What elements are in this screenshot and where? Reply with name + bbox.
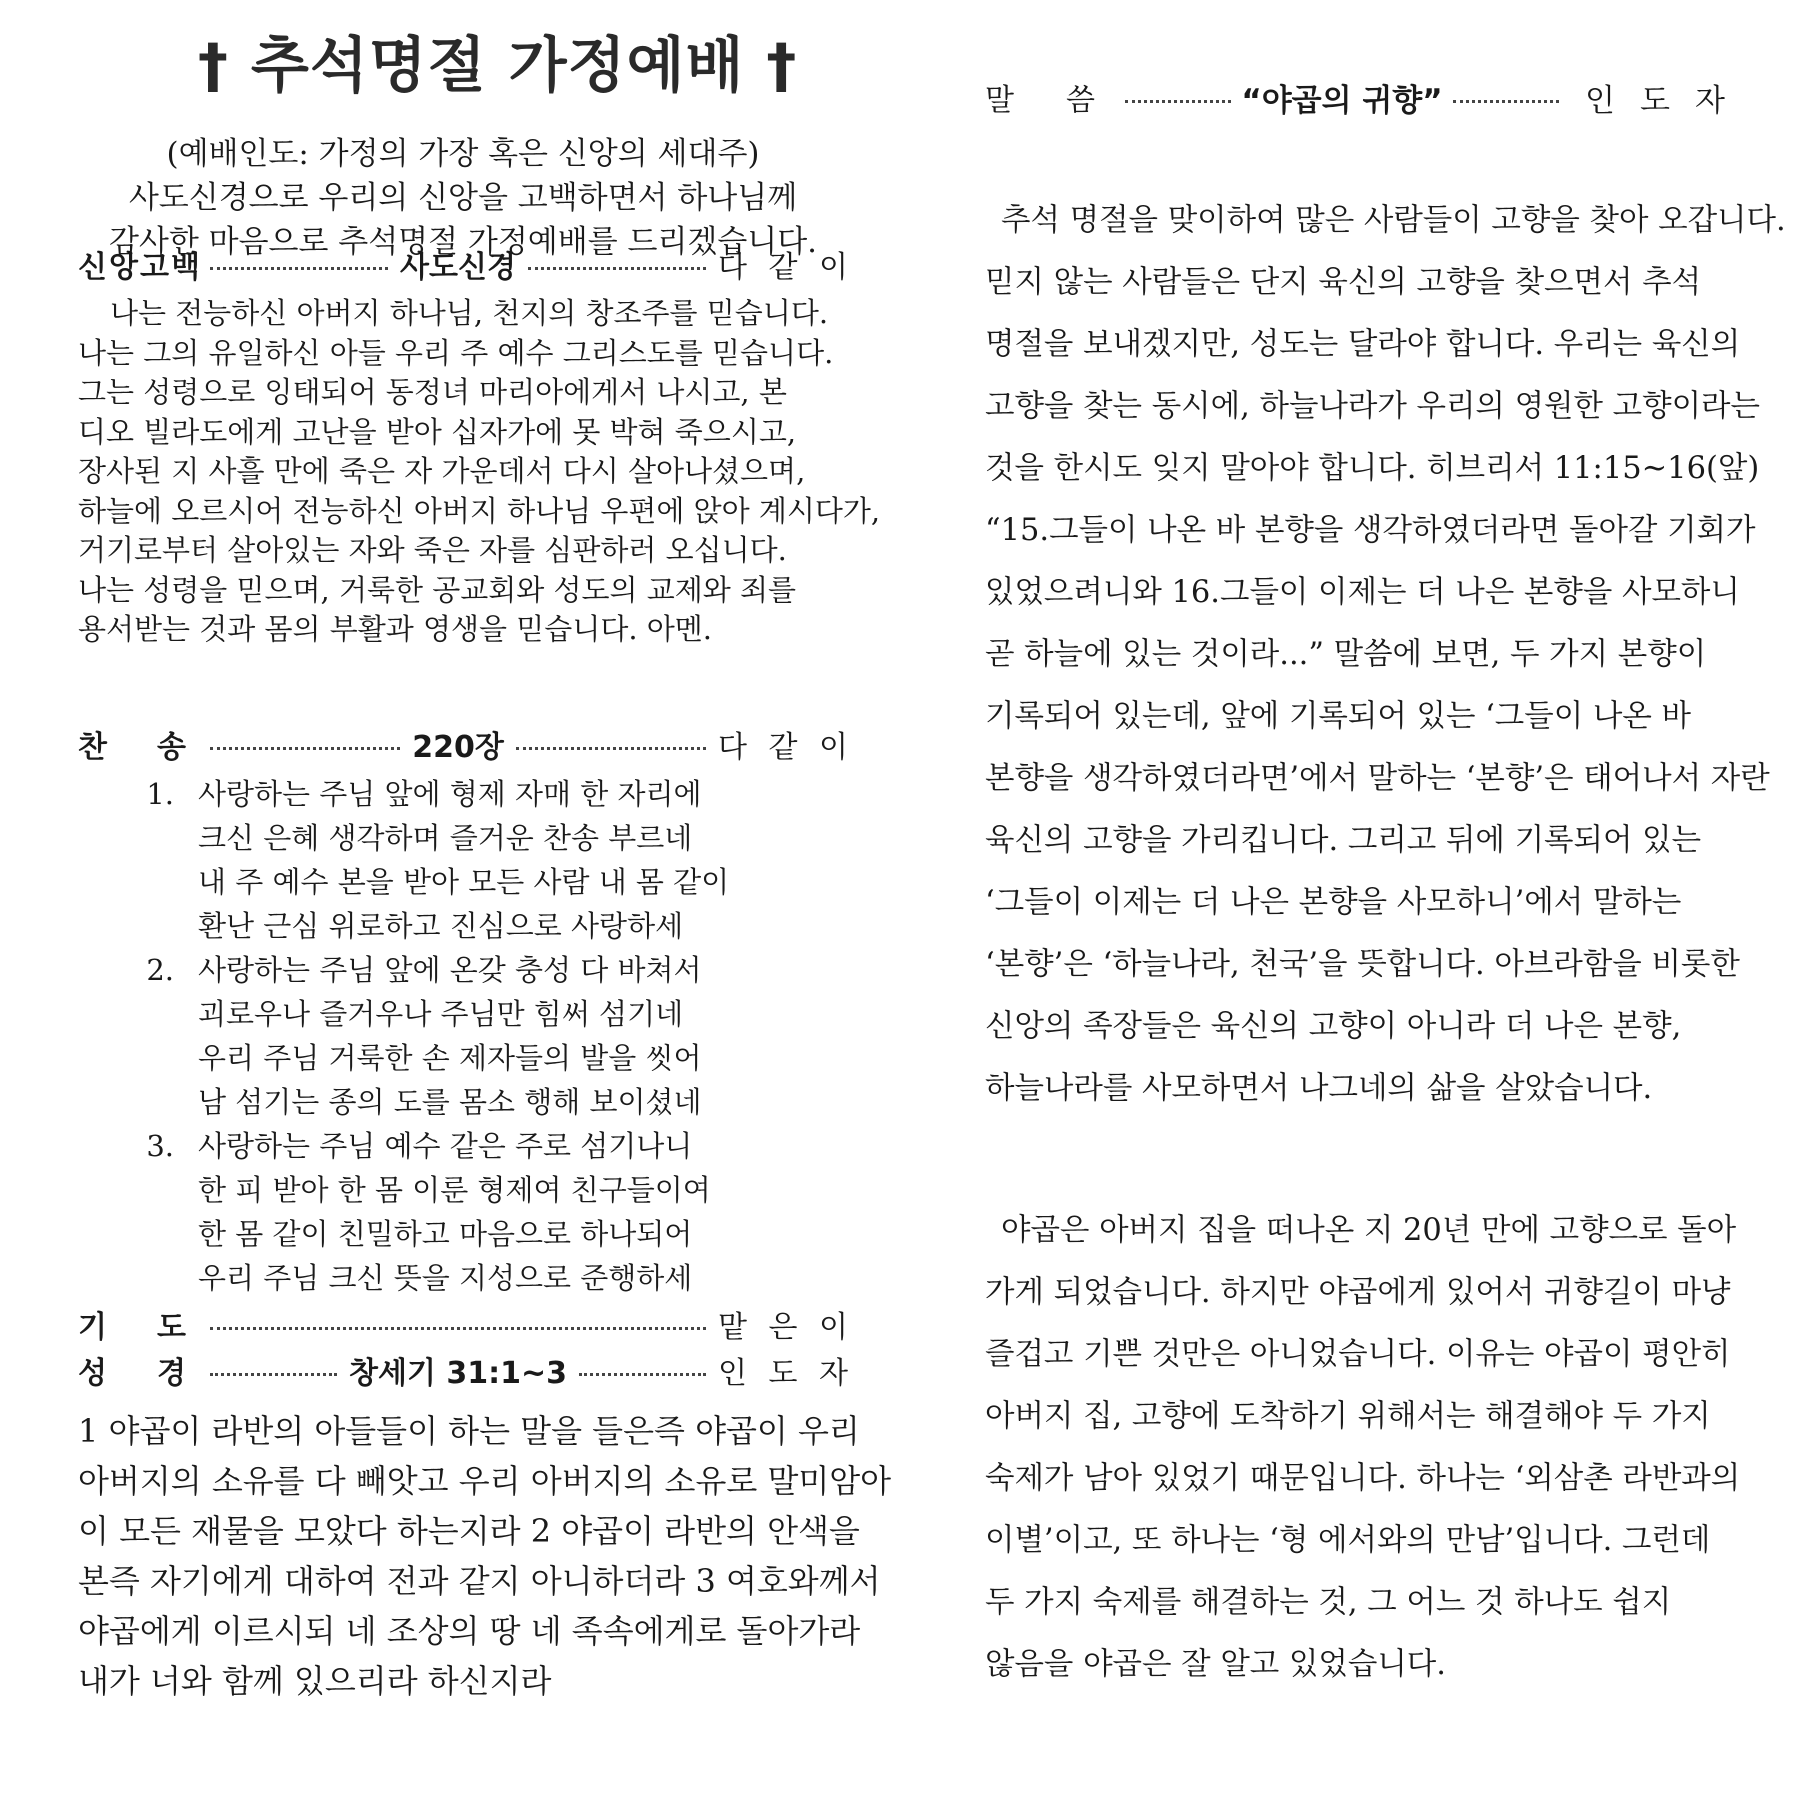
hymn-verse [78,948,848,1124]
sermon-line: 명절을 보내겠지만, 성도는 달라야 합니다. 우리는 육신의 [985,327,1741,362]
prayer-leader: 맡 은 이 [718,1310,848,1345]
sermon-line: 있었으려니와 16.그들이 이제는 더 나은 본향을 사모하니 [985,575,1740,610]
sermon-line: ‘본향’은 ‘하늘나라, 천국’을 뜻합니다. 아브라함을 비롯한 [985,947,1740,982]
scripture-label: 성 경 [78,1356,188,1391]
sermon-line: 이별’이고, 또 하나는 ‘형 에서와의 만남’입니다. 그런데 [985,1523,1711,1558]
intro-line: 사도신경으로 우리의 신앙을 고백하면서 하나님께 [128,180,798,216]
sermon-leader: 인 도 자 [1585,82,1725,119]
dotted-leader [1453,100,1559,103]
lyric-line: 한 몸 같이 친밀하고 마음으로 하나되어 [198,1217,693,1251]
sermon-line: 육신의 고향을 가리킵니다. 그리고 뒤에 기록되어 있는 [985,823,1702,858]
intro-line: 감사한 마음으로 추석명절 가정예배를 드리겠습니다. [108,224,818,260]
sermon-line: 숙제가 남아 있었기 때문입니다. 하나는 ‘외삼촌 라반과의 [985,1461,1741,1496]
prayer-row [78,1302,848,1346]
verse-number: 3. [146,1129,174,1163]
creed-line: 그는 성령으로 잉태되어 동정녀 마리아에게서 나시고, 본 [78,375,787,409]
dotted-leader [516,747,706,750]
scripture-line: 야곱에게 이르시되 네 조상의 땅 네 족속에게로 돌아가라 [78,1612,861,1650]
scripture-line: 본즉 자기에게 대하여 전과 같지 아니하더라 3 여호와께서 [78,1562,881,1600]
creed-content: 사도신경 [400,250,516,285]
lyric-line: 크신 은혜 생각하며 즐거운 찬송 부르네 [198,821,693,855]
sermon-paragraph [985,1200,1741,1696]
sermon-line: 가게 되었습니다. 하지만 야곱에게 있어서 귀향길이 마냥 [985,1275,1731,1310]
sermon-line: 믿지 않는 사람들은 단지 육신의 고향을 찾으면서 추석 [985,265,1702,300]
creed-line: 하늘에 오르시어 전능하신 아버지 하나님 우편에 앉아 계시다가, [78,493,881,528]
dotted-leader [210,267,388,270]
sermon-line: 즐겁고 기쁜 것만은 아니었습니다. 이유는 야곱이 평안히 [985,1337,1731,1372]
creed-line: 장사된 지 사흘 만에 죽은 자 가운데서 다시 살아나셨으며, [78,454,806,488]
creed-row [78,242,848,286]
creed-line: 거기로부터 살아있는 자와 죽은 자를 심판하러 오십니다. [78,533,787,567]
hymn-leader: 다 같 이 [718,730,848,765]
sermon-label: 말 씀 [985,83,1095,118]
sermon-line: 추석 명절을 맞이하여 많은 사람들이 고향을 찾아 오갑니다. [1001,203,1786,238]
lyric-line: 사랑하는 주님 앞에 온갖 충성 다 바쳐서 [198,953,702,987]
lyric-line: 우리 주님 크신 뜻을 지성으로 준행하세 [198,1261,693,1295]
dotted-leader [210,747,400,750]
intro-line: (예배인도: 가정의 가장 혹은 신앙의 세대주) [166,136,760,172]
verse-number: 1. [146,777,174,811]
lyric-line: 내 주 예수 본을 받아 모든 사람 내 몸 같이 [198,865,730,899]
dotted-leader [1125,100,1231,103]
scripture-line: 1 야곱이 라반의 아들들이 하는 말을 들은즉 야곱이 우리 [78,1412,860,1450]
sermon-line: 않음을 야곱은 잘 알고 있었습니다. [985,1647,1446,1682]
sermon-line: 두 가지 숙제를 해결하는 것, 그 어느 것 하나도 쉽지 [985,1585,1672,1620]
scripture-leader: 인 도 자 [718,1356,848,1391]
dotted-leader [210,1327,706,1330]
creed-line: 나는 전능하신 아버지 하나님, 천지의 창조주를 믿습니다. [110,296,829,330]
scripture-text [78,1406,892,1706]
lyric-line: 우리 주님 거룩한 손 제자들의 발을 씻어 [198,1041,702,1075]
scripture-row [78,1348,848,1392]
apostles-creed-text [78,294,881,650]
sermon-row [985,72,1725,122]
prayer-label: 기 도 [78,1310,188,1345]
sermon-line: 기록되어 있는데, 앞에 기록되어 있는 ‘그들이 나온 바 [985,699,1691,734]
creed-line: 나는 그의 유일하신 아들 우리 주 예수 그리스도를 믿습니다. [78,335,834,370]
hymn-lyrics [78,772,848,1300]
creed-line: 나는 성령을 믿으며, 거룩한 공교회와 성도의 교제와 죄를 [78,572,797,607]
lyric-line: 사랑하는 주님 예수 같은 주로 섬기나니 [198,1129,693,1163]
scripture-line: 이 모든 재물을 모았다 하는지라 2 야곱이 라반의 안색을 [78,1512,860,1550]
sermon-line: 것을 한시도 잊지 말아야 합니다. 히브리서 11:15~16(앞) [985,451,1760,486]
sermon-line: 곧 하늘에 있는 것이라...” 말씀에 보면, 두 가지 본향이 [985,637,1707,672]
dotted-leader [528,267,706,270]
sermon-line: “15.그들이 나온 바 본향을 생각하였더라면 돌아갈 기회가 [985,513,1756,548]
creed-line: 용서받는 것과 몸의 부활과 영생을 믿습니다. 아멘. [78,612,713,646]
scripture-reference: 창세기 31:1~3 [349,1356,568,1391]
lyric-line: 괴로우나 즐거우나 주님만 힘써 섬기네 [198,997,684,1031]
hymn-row [78,722,848,766]
sermon-line: 하늘나라를 사모하면서 나그네의 삶을 살았습니다. [985,1071,1653,1106]
lyric-line: 한 피 받아 한 몸 이룬 형제여 친구들이여 [198,1173,711,1207]
sermon-title: “야곱의 귀향” [1241,82,1443,119]
hymn-verse [78,772,848,948]
dotted-leader [579,1373,706,1376]
sermon-paragraph [985,190,1786,1120]
page-title: † 추석명절 가정예배 † [198,31,798,101]
verse-number: 2. [146,953,174,987]
hymn-label: 찬 송 [78,730,188,765]
lyric-line: 사랑하는 주님 앞에 형제 자매 한 자리에 [198,777,702,811]
dotted-leader [210,1373,337,1376]
creed-line: 디오 빌라도에게 고난을 받아 십자가에 못 박혀 죽으시고, [78,414,797,449]
creed-label: 신앙고백 [78,250,202,285]
sermon-line: 아버지 집, 고향에 도착하기 위해서는 해결해야 두 가지 [985,1399,1711,1434]
lyric-line: 남 섬기는 종의 도를 몸소 행해 보이셨네 [198,1085,702,1119]
sermon-line: 신앙의 족장들은 육신의 고향이 아니라 더 나은 본향, [985,1009,1682,1044]
creed-leader: 다 같 이 [718,250,848,285]
sermon-line: ‘그들이 이제는 더 나은 본향을 사모하니’에서 말하는 [985,885,1682,920]
sermon-line: 본향을 생각하였더라면’에서 말하는 ‘본향’은 태어나서 자란 [985,761,1770,796]
sermon-line: 야곱은 아버지 집을 떠나온 지 20년 만에 고향으로 돌아 [1001,1213,1737,1248]
sermon-line: 고향을 찾는 동시에, 하늘나라가 우리의 영원한 고향이라는 [985,389,1760,424]
lyric-line: 환난 근심 위로하고 진심으로 사랑하세 [198,909,684,943]
scripture-line: 내가 너와 함께 있으리라 하신지라 [78,1662,552,1700]
hymn-number: 220장 [412,730,504,765]
scripture-line: 아버지의 소유를 다 빼앗고 우리 아버지의 소유로 말미암아 [78,1462,892,1500]
hymn-verse [78,1124,848,1300]
